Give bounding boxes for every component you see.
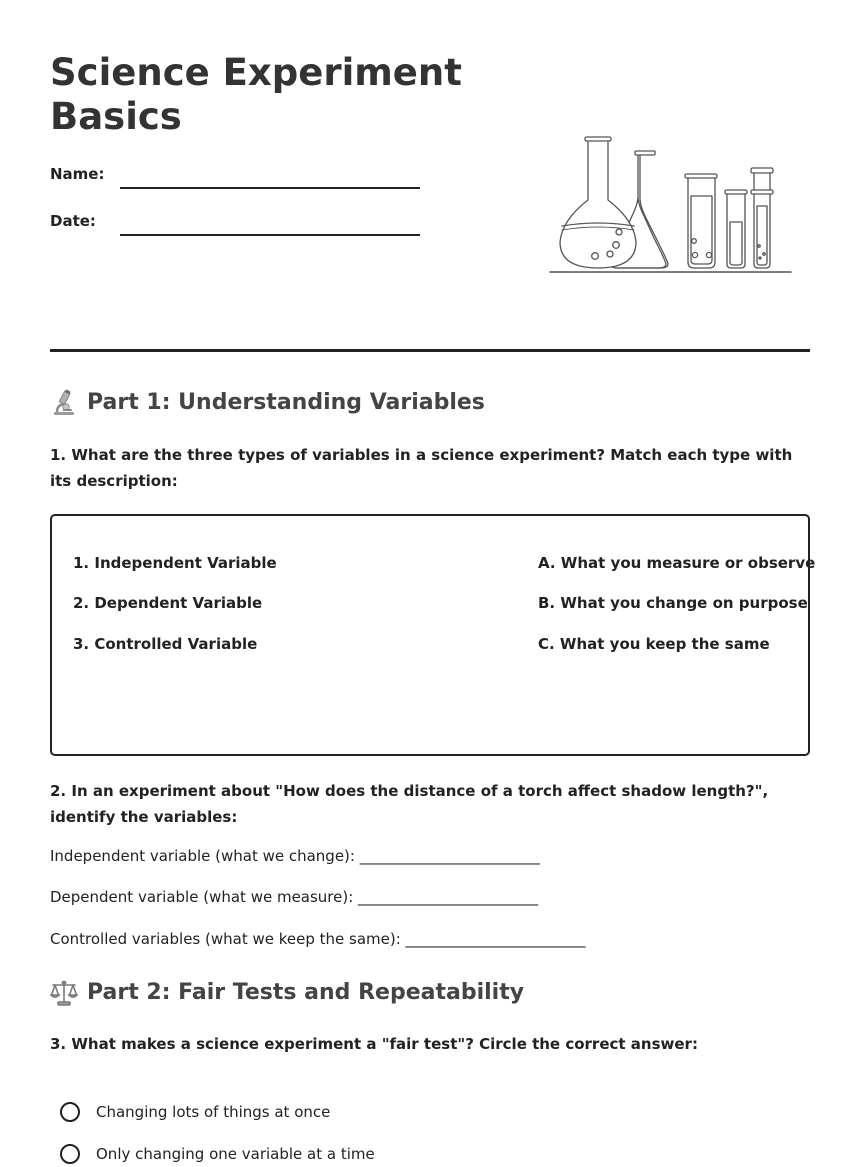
independent-variable-blank[interactable]: Independent variable (what we change): ________________________ bbox=[50, 847, 540, 865]
question-2: 2. In an experiment about "How does the distance of a torch affect shadow length?", identify the variables: bbox=[50, 782, 769, 826]
variable-type-item[interactable]: 2. Dependent Variable bbox=[73, 594, 263, 612]
variable-description-item[interactable]: B. What you change on purpose bbox=[538, 594, 808, 612]
question-1: 1. What are the three types of variables in a science experiment? Match each type with its description: bbox=[50, 446, 793, 490]
question-3: 3. What makes a science experiment a "fair test"? Circle the correct answer: bbox=[50, 1035, 698, 1053]
balance-scale-icon bbox=[50, 979, 78, 1007]
answer-option[interactable] bbox=[60, 1099, 330, 1125]
part2-heading bbox=[50, 977, 524, 1009]
microscope-icon bbox=[50, 389, 78, 417]
worksheet-header bbox=[50, 0, 810, 352]
radio-circle[interactable] bbox=[60, 1102, 80, 1122]
date-label: Date: bbox=[50, 212, 96, 230]
variable-type-item[interactable]: 3. Controlled Variable bbox=[73, 635, 258, 653]
worksheet-page bbox=[50, 0, 816, 1163]
radio-circle[interactable] bbox=[60, 1144, 80, 1164]
variable-description-item[interactable]: C. What you keep the same bbox=[538, 635, 770, 653]
dependent-variable-blank[interactable]: Dependent variable (what we measure): ________________________ bbox=[50, 888, 539, 906]
date-field bbox=[50, 207, 420, 237]
date-input-line[interactable] bbox=[120, 234, 420, 236]
variable-type-item[interactable]: 1. Independent Variable bbox=[73, 554, 277, 572]
answer-option[interactable] bbox=[60, 1141, 375, 1167]
controlled-variables-blank[interactable]: Controlled variables (what we keep the same): ________________________ bbox=[50, 930, 586, 948]
variable-description-item[interactable]: A. What you measure or observe bbox=[538, 554, 816, 572]
part1-heading bbox=[50, 387, 485, 419]
answer-option-label: Changing lots of things at once bbox=[96, 1103, 331, 1121]
lab-glassware-illustration bbox=[548, 134, 793, 276]
name-input-line[interactable] bbox=[120, 187, 420, 189]
name-field bbox=[50, 160, 420, 190]
answer-option-label: Only changing one variable at a time bbox=[96, 1145, 375, 1163]
matching-box bbox=[50, 514, 816, 756]
page-title: Science Experiment Basics bbox=[50, 51, 462, 138]
part1-title: Part 1: Understanding Variables bbox=[87, 390, 485, 415]
name-label: Name: bbox=[50, 165, 105, 183]
part2-title: Part 2: Fair Tests and Repeatability bbox=[87, 980, 525, 1005]
